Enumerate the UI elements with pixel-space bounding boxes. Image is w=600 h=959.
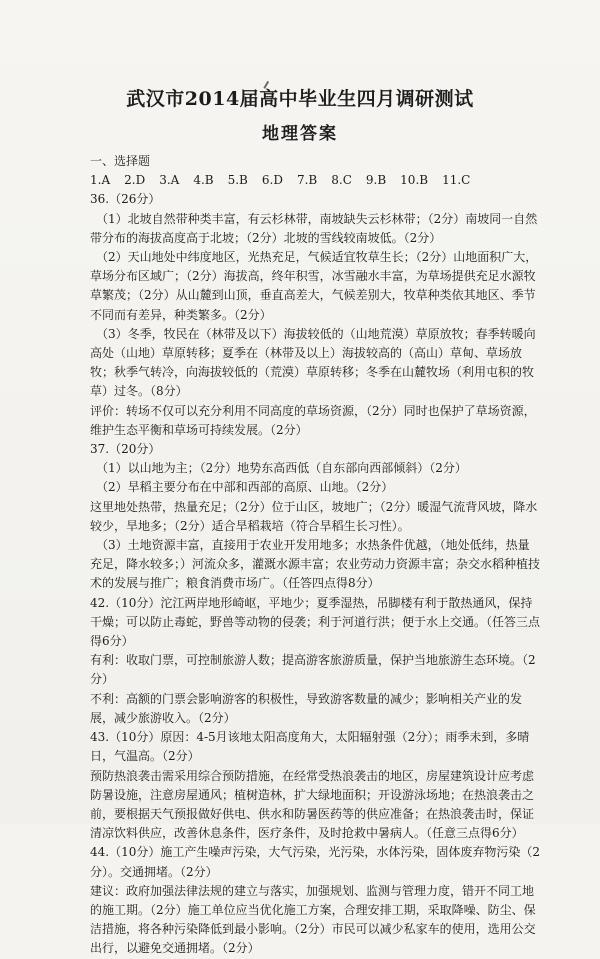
section-heading-choice: 一、选择题: [90, 154, 151, 168]
answer-paragraph: （3）土地资源丰富，直接用于农业开发用地多；水热条件优越，（地处低纬，热量充足，降水较多；）河流众多，灌溉水源丰富；农业劳动力资源丰富；杂交水稻种植技术的发展与推广；粮食消费市场广。（任答四点得8分）: [90, 538, 541, 591]
choice-answer: 1.A: [90, 173, 111, 188]
document-subtitle: 地理答案: [262, 124, 338, 144]
choice-answer: 5.B: [227, 173, 248, 188]
choice-answer: 4.B: [193, 173, 214, 188]
answer-paragraph: 建议：政府加强法律法规的建立与落实，加强规划、监测与管理力度，错开不同工地的施工期。（2分）施工单位应当优化施工方案，合理安排工期，采取降噪、防尘、保洁措施，将各种污染降低到最小影响。（2分）市民可以减少私家车的使用，选用公交出行，以避免交通拥堵。（2分）: [90, 883, 536, 956]
choice-answer: 3.A: [159, 173, 180, 188]
choice-answer-list: [90, 171, 540, 190]
choice-answer: 9.B: [365, 173, 387, 188]
answer-paragraph: （3）冬季，牧民在（林带及以下）海拔较低的（山地荒漠）草原放牧；春季转暖向高处（山地）草原转移；夏季在（林带及以上）海拔较高的（高山）草甸、草场放牧；秋季气转冷，向海拔较低的（荒漠）草原转移；冬季在山麓牧场（利用屯积的牧草）过冬。（8分）: [90, 326, 536, 399]
answer-content: [90, 152, 540, 959]
choice-answer: 7.B: [296, 173, 318, 188]
choice-answer: 6.D: [261, 173, 283, 188]
answer-paragraph: 预防热浪袭击需采用综合预防措施，在经常受热浪袭击的地区，房屋建筑设计应考虑防暑设施，注意房屋通风；植树造林，扩大绿地面积；开设游泳场地；在热浪袭击之前，要根据天气预报做好供电、供水和防暑医药等的供应准备；在热浪袭击时，保证清凉饮料供应，改善休息条件，医疗条件，及时抢救中暑病人。（任意三点得6分）: [90, 768, 535, 841]
choice-answer: 10.B: [400, 173, 429, 188]
question-heading-37: 37.（20分）: [90, 442, 161, 457]
answer-paragraph: 不利：高额的门票会影响游客的积极性，导致游客数量的减少；影响相关产业的发展，减少旅游收入。（2分）: [90, 691, 523, 725]
question-answer-44: 44.（10分）施工产生噪声污染，大气污染，光污染，水体污染，固体废弃物污染（2分）。交通拥堵。（2分）: [90, 845, 540, 879]
question-heading-36: 36.（26分）: [90, 192, 161, 207]
choice-answer: 2.D: [124, 173, 146, 188]
answer-paragraph: 评价：转场不仅可以充分利用不同高度的草场资源，（2分）同时也保护了草场资源，维护生态平衡和草场可持续发展。（2分）: [90, 403, 536, 437]
question-answer-43: 43.（10分）原因：4-5月该地太阳高度角大，太阳辐射强（2分）；雨季未到，多晴日，气温高。（2分）: [90, 730, 530, 764]
answer-paragraph: （2）旱稻主要分布在中部和西部的高原、山地。（2分）: [96, 480, 394, 495]
answer-paragraph: 这里地处热带，热量充足；（2分）位于山区，坡地广；（2分）暖湿气流背风坡，降水较少，旱地多；（2分）适合旱稻栽培（符合旱稻生长习性）。: [90, 499, 538, 533]
choice-answer: 11.C: [442, 173, 471, 188]
question-answer-42: 42.（10分）沱江两岸地形崎岖，平地少；夏季湿热，吊脚楼有利于散热通风，保持干燥；可以防止毒蛇，野兽等动物的侵袭；利于河道行洪；便于水上交通。（任答三点得6分）: [90, 595, 541, 649]
document-title: 武汉市2014届高中毕业生四月调研测试: [126, 88, 474, 110]
answer-paragraph: （1）以山地为主；（2分）地势东高西低（自东部向西部倾斜）（2分）: [96, 461, 467, 476]
answer-paragraph: 有利：收取门票，可控制旅游人数；提高游客旅游质量，保护当地旅游生态环境。（2分）: [90, 653, 536, 687]
answer-paragraph: （1）北坡自然带种类丰富，有云杉林带，南坡缺失云杉林带；（2分）南坡同一自然带分布的海拔高度高于北坡；（2分）北坡的雪线较南坡低。（2分）: [90, 211, 538, 245]
choice-answer: 8.C: [331, 173, 352, 188]
answer-paragraph: （2）天山地处中纬度地区，光热充足，气候适宜牧草生长；（2分）山地面积广大，草场分布区域广；（2分）海拔高，终年积雪，冰雪融水丰富，为草场提供充足水源牧草繁茂；（2分）从山麓到山顶，垂直高差大，气候差别大，牧草种类依其地区、季节不同而有差异，种类繁多。（2分）: [90, 250, 538, 322]
